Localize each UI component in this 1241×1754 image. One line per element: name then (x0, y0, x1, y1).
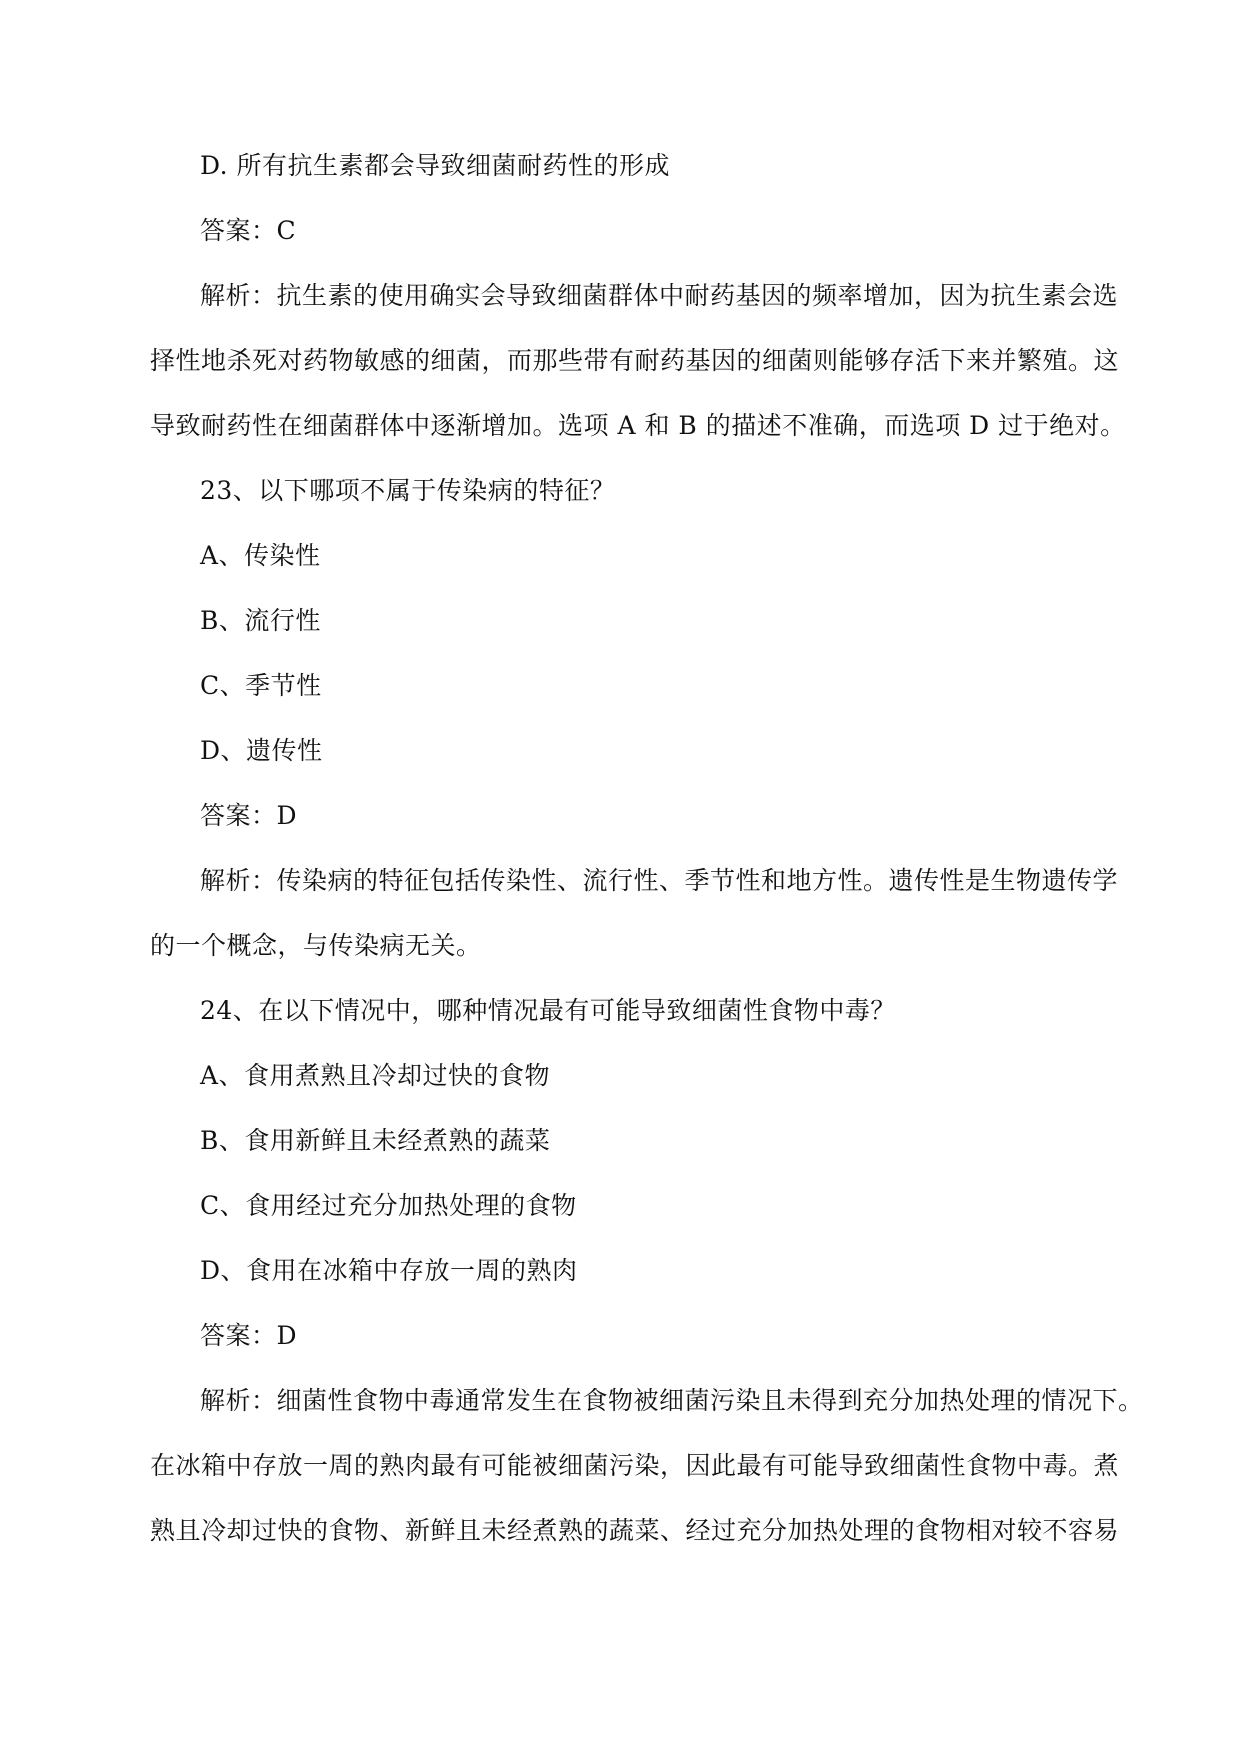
q23-explanation-line-2: 的一个概念，与传染病无关。 (150, 931, 482, 960)
q23-answer: 答案：D (200, 801, 298, 830)
q24-option-b: B、食用新鲜且未经煮熟的蔬菜 (200, 1126, 551, 1155)
q24-option-d: D、食用在冰箱中存放一周的熟肉 (200, 1256, 578, 1285)
q23-option-d: D、遗传性 (200, 736, 323, 765)
q24-answer: 答案：D (200, 1321, 298, 1350)
q24-option-c: C、食用经过充分加热处理的食物 (200, 1191, 577, 1220)
q23-option-c: C、季节性 (200, 671, 322, 700)
q22-explanation-line-1: 解析：抗生素的使用确实会导致细菌群体中耐药基因的频率增加，因为抗生素会选 (200, 281, 1119, 310)
q24-explanation-line-2: 在冰箱中存放一周的熟肉最有可能被细菌污染，因此最有可能导致细菌性食物中毒。煮 (150, 1451, 1120, 1480)
q22-option-d: D. 所有抗生素都会导致细菌耐药性的形成 (200, 151, 671, 180)
q24-explanation-line-1: 解析：细菌性食物中毒通常发生在食物被细菌污染且未得到充分加热处理的情况下。 (200, 1386, 1144, 1415)
q24-question: 24、在以下情况中，哪种情况最有可能导致细菌性食物中毒？ (200, 996, 896, 1025)
q24-explanation-line-3: 熟且冷却过快的食物、新鲜且未经煮熟的蔬菜、经过充分加热处理的食物相对较不容易 (150, 1516, 1120, 1545)
q23-option-a: A、传染性 (200, 541, 321, 570)
q23-explanation-line-1: 解析：传染病的特征包括传染性、流行性、季节性和地方性。遗传性是生物遗传学 (200, 866, 1119, 895)
q22-answer: 答案：C (200, 216, 297, 245)
q24-option-a: A、食用煮熟且冷却过快的食物 (200, 1061, 551, 1090)
q22-explanation-line-2: 择性地杀死对药物敏感的细菌，而那些带有耐药基因的细菌则能够存活下来并繁殖。这 (150, 346, 1120, 375)
q23-question: 23、以下哪项不属于传染病的特征？ (200, 476, 616, 505)
q23-option-b: B、流行性 (200, 606, 321, 635)
q22-explanation-line-3: 导致耐药性在细菌群体中逐渐增加。选项 A 和 B 的描述不准确，而选项 D 过于绝对。 (150, 411, 1126, 440)
